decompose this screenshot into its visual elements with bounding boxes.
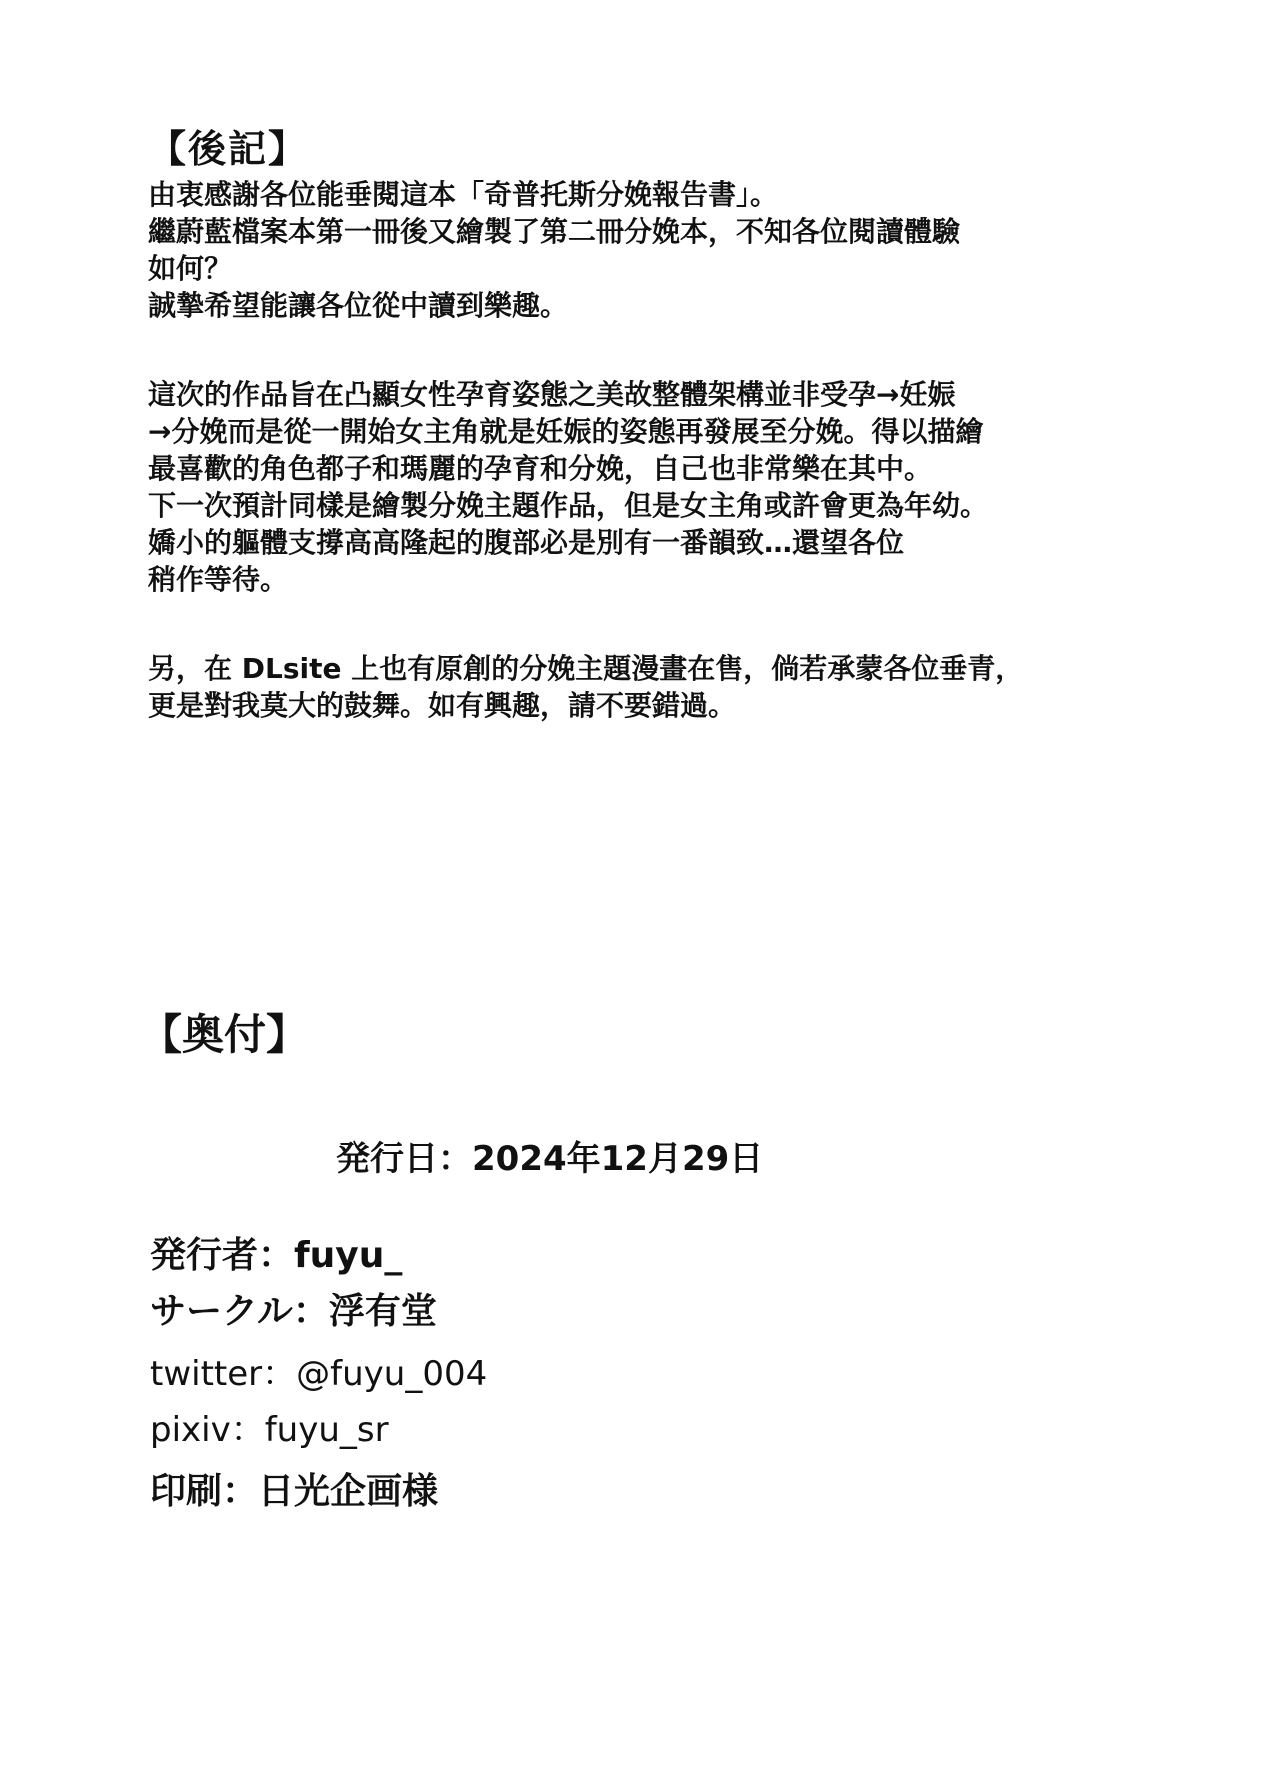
- text-line: 如何？: [148, 252, 233, 285]
- text-line: 稍作等待。: [148, 563, 289, 596]
- text-line: 最喜歡的角色都子和瑪麗的孕育和分娩，自己也非常樂在其中。: [148, 452, 933, 485]
- afterword-section: [148, 126, 1168, 776]
- colophon-credits: [150, 1228, 1050, 1520]
- circle-credit: サークル：浮有堂: [150, 1291, 437, 1332]
- afterword-paragraph-3: [148, 650, 1168, 724]
- printer-credit: 印刷：日光企画様: [150, 1471, 439, 1512]
- issue-date: 発行日：2024年12月29日: [336, 1139, 764, 1179]
- text-line: 下一次預計同樣是繪製分娩主題作品，但是女主角或許會更為年幼。: [148, 489, 989, 522]
- text-line: 誠摯希望能讓各位從中讀到樂趣。: [148, 289, 569, 322]
- text-line: 嬌小的軀體支撐高高隆起的腹部必是別有一番韻致…還望各位: [148, 526, 905, 559]
- twitter-handle: twitter：@fuyu_004: [150, 1354, 488, 1394]
- text-line: 繼蔚藍檔案本第一冊後又繪製了第二冊分娩本，不知各位閱讀體驗: [148, 215, 961, 248]
- publisher-credit: 発行者：fuyu_: [150, 1235, 403, 1276]
- text-line: →分娩而是從一開始女主角就是妊娠的姿態再發展至分娩。得以描繪: [148, 415, 984, 448]
- colophon-heading: 【奥付】: [140, 1010, 309, 1059]
- text-line: 由衷感謝各位能垂閱這本「奇普托斯分娩報告書」。: [148, 178, 779, 211]
- pixiv-handle: pixiv：fuyu_sr: [150, 1410, 389, 1450]
- afterword-paragraph-1: [148, 176, 1168, 324]
- text-line: 另，在 DLsite 上也有原創的分娩主題漫畫在售，倘若承蒙各位垂青，: [148, 652, 1024, 685]
- afterword-paragraph-2: [148, 376, 1168, 598]
- text-line: 更是對我莫大的鼓舞。如有興趣，請不要錯過。: [148, 689, 737, 722]
- afterword-heading: 【後記】: [148, 127, 309, 171]
- text-line: 這次的作品旨在凸顯女性孕育姿態之美故整體架構並非受孕→妊娠: [148, 378, 956, 411]
